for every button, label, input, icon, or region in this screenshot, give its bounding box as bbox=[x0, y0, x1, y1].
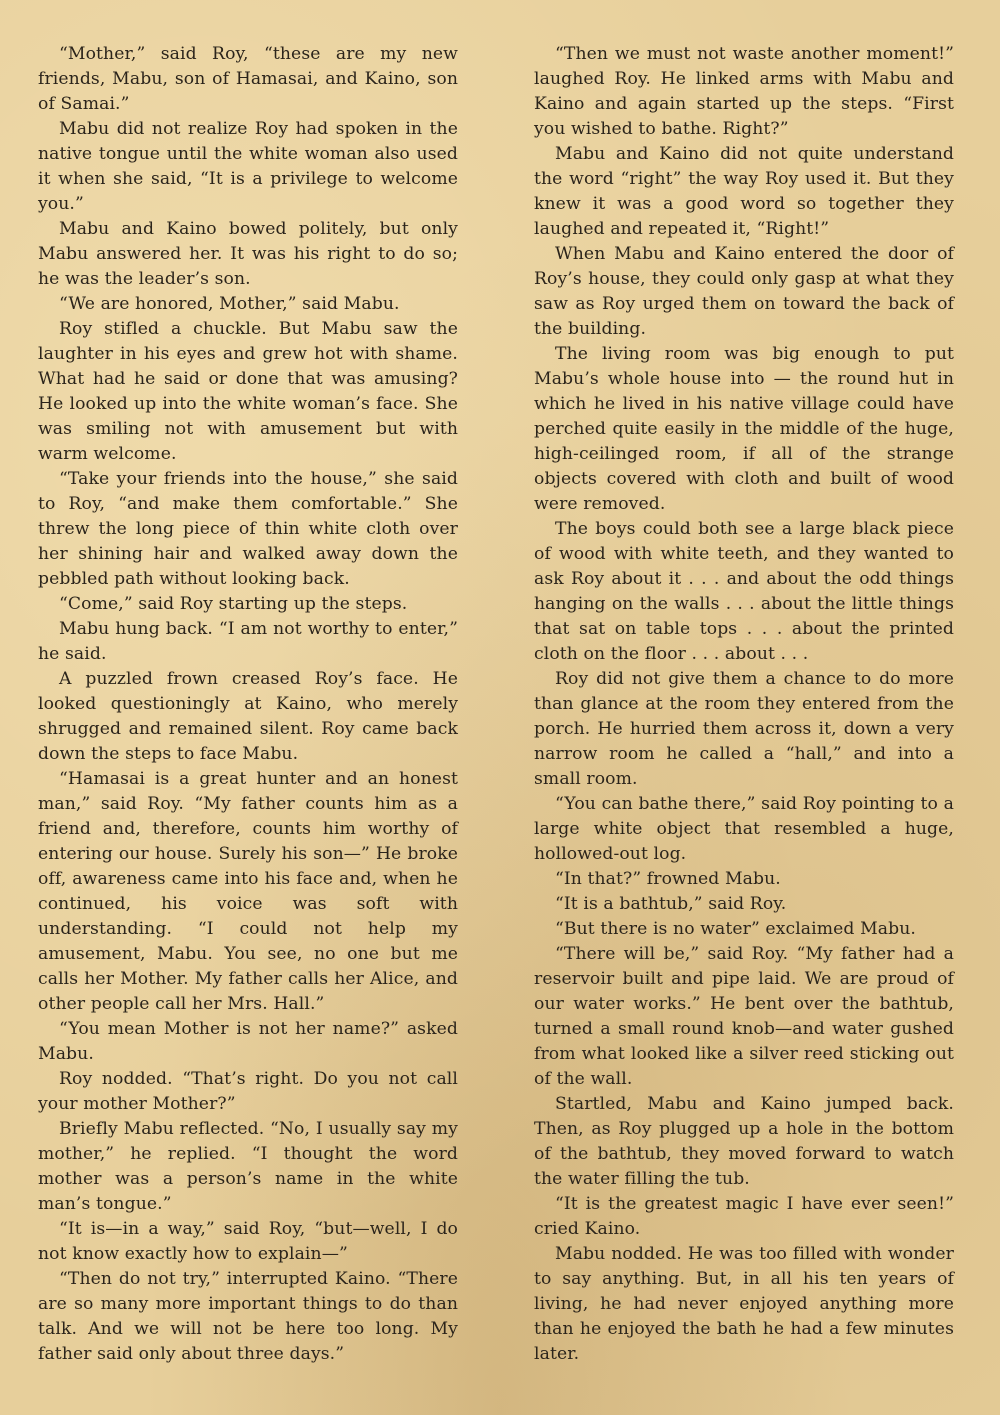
paragraph: When Mabu and Kaino entered the door of Roy’s house, they could only gasp at what they saw as Roy urged them on toward the back of the building. bbox=[534, 244, 954, 339]
paragraph: “Then do not try,” interrupted Kaino. “There are so many more important things to do than talk. And we will not be here too long. My father said only about three days.” bbox=[38, 1269, 458, 1364]
paragraph: “Mother,” said Roy, “these are my new friends, Mabu, son of Hamasai, and Kaino, son of Samai.” bbox=[38, 44, 458, 114]
paragraph: The living room was big enough to put Mabu’s whole house into — the round hut in which he lived in his native village could have perched quite easily in the middle of the huge, high-ceilinged room, if all of the strange objects covered with cloth and built of wood were removed. bbox=[534, 344, 954, 514]
paragraph: Briefly Mabu reflected. “No, I usually say my mother,” he replied. “I thought the word mother was a person’s name in the white man’s tongue.” bbox=[38, 1119, 458, 1214]
paragraph: “There will be,” said Roy. “My father had a reservoir built and pipe laid. We are proud of our water works.” He bent over the bathtub, turned a small round knob—and water gushed from what looked like a silver reed sticking out of the wall. bbox=[534, 944, 954, 1089]
paragraph: “Take your friends into the house,” she said to Roy, “and make them comfortable.” She threw the long piece of thin white cloth over her shining hair and walked away down the pebbled path without looking back. bbox=[38, 469, 458, 589]
paragraph: The boys could both see a large black piece of wood with white teeth, and they wanted to ask Roy about it . . . and about the odd things hanging on the walls . . . about the little things that sat on table tops . . . about the printed cloth on the floor . . . about . . . bbox=[534, 519, 954, 664]
right-text-column bbox=[534, 42, 954, 1367]
paragraph: Mabu and Kaino bowed politely, but only Mabu answered her. It was his right to do so; he was the leader’s son. bbox=[38, 219, 458, 289]
paragraph: Roy did not give them a chance to do more than glance at the room they entered from the porch. He hurried them across it, down a very narrow room he called a “hall,” and into a small room. bbox=[534, 669, 954, 789]
paragraph: “We are honored, Mother,” said Mabu. bbox=[59, 294, 400, 314]
paragraph: “It is the greatest magic I have ever seen!” cried Kaino. bbox=[534, 1194, 954, 1239]
paragraph: Mabu and Kaino did not quite understand the word “right” the way Roy used it. But they knew it was a good word so together they laughed and repeated it, “Right!” bbox=[534, 144, 954, 239]
paragraph: Mabu nodded. He was too filled with wonder to say anything. But, in all his ten years of living, he had never enjoyed anything more than he enjoyed the bath he had a few minutes later. bbox=[534, 1244, 954, 1364]
paragraph: “Then we must not waste another moment!” laughed Roy. He linked arms with Mabu and Kaino and again started up the steps. “First you wished to bathe. Right?” bbox=[534, 44, 954, 139]
paragraph: “You mean Mother is not her name?” asked Mabu. bbox=[38, 1019, 458, 1064]
paragraph: “It is—in a way,” said Roy, “but—well, I do not know exactly how to explain—” bbox=[38, 1219, 458, 1264]
left-text-column bbox=[38, 42, 458, 1367]
paragraph: A puzzled frown creased Roy’s face. He looked questioningly at Kaino, who merely shrugged and remained silent. Roy came back down the steps to face Mabu. bbox=[38, 669, 458, 764]
paragraph: Startled, Mabu and Kaino jumped back. Then, as Roy plugged up a hole in the bottom of the bathtub, they moved forward to watch the water filling the tub. bbox=[534, 1094, 954, 1189]
paragraph: “It is a bathtub,” said Roy. bbox=[555, 894, 787, 914]
paragraph: Mabu did not realize Roy had spoken in the native tongue until the white woman also used it when she said, “It is a privilege to welcome you.” bbox=[38, 119, 458, 214]
paragraph: Roy stifled a chuckle. But Mabu saw the laughter in his eyes and grew hot with shame. What had he said or done that was amusing? He looked up into the white woman’s face. She was smiling not with amusement but with warm welcome. bbox=[38, 319, 458, 464]
paragraph: Mabu hung back. “I am not worthy to enter,” he said. bbox=[38, 619, 458, 664]
paragraph: “You can bathe there,” said Roy pointing to a large white object that resembled a huge, hollowed-out log. bbox=[534, 794, 954, 864]
paragraph: “But there is no water” exclaimed Mabu. bbox=[555, 919, 916, 939]
paragraph: “Hamasai is a great hunter and an honest man,” said Roy. “My father counts him as a friend and, therefore, counts him worthy of entering our house. Surely his son—” He broke off, awareness came into his face and, when he continued, his voice was soft with understanding. “I could not help my amusement, Mabu. You see, no one but me calls her Mother. My father calls her Alice, and other people call her Mrs. Hall.” bbox=[38, 769, 458, 1014]
paragraph: “In that?” frowned Mabu. bbox=[555, 869, 781, 889]
paragraph: Roy nodded. “That’s right. Do you not call your mother Mother?” bbox=[38, 1069, 458, 1114]
paragraph: “Come,” said Roy starting up the steps. bbox=[59, 594, 408, 614]
